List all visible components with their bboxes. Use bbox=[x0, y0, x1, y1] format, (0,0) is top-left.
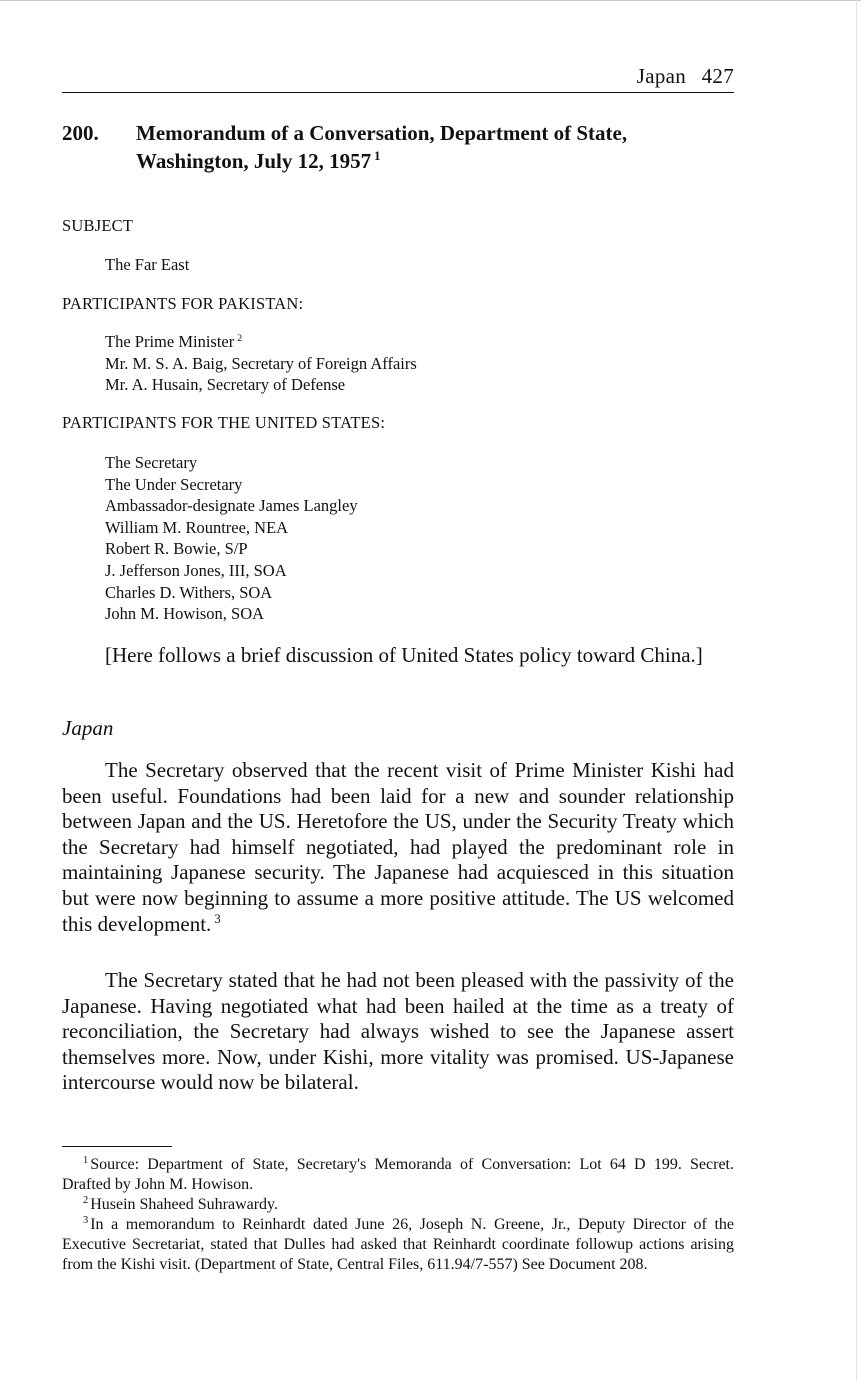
footnote-text: Husein Shaheed Suhrawardy. bbox=[90, 1196, 279, 1213]
paragraph-2-text: The Secretary stated that he had not been pleased with the passivity of the Japanese. Having negotiated what had been hailed at the time as a treaty of reconciliation, the Secretary had always wished to see the Japanese assert themselves more. Now, under Kishi, more vitality was promised. US-Japanese intercourse would now be bilateral. bbox=[62, 968, 734, 1095]
page-top-edge bbox=[0, 0, 861, 5]
running-header bbox=[62, 62, 734, 93]
footnote-ref-2: 2 bbox=[237, 332, 243, 344]
participant-item bbox=[105, 331, 417, 353]
section-heading-japan: Japan bbox=[62, 716, 114, 740]
participant-item: J. Jefferson Jones, III, SOA bbox=[105, 560, 287, 580]
document-title-text: Memorandum of a Conversation, Department of State, Washington, July 12, 1957 bbox=[136, 121, 628, 173]
subject-value: The Far East bbox=[105, 255, 190, 274]
page-right-edge bbox=[856, 0, 857, 1380]
participant-item: Mr. M. S. A. Baig, Secretary of Foreign Affairs bbox=[105, 353, 417, 373]
pakistan-participants-list bbox=[105, 331, 417, 396]
participant-item: Ambassador-designate James Langley bbox=[105, 496, 358, 516]
document-title bbox=[136, 119, 734, 175]
paragraph-1 bbox=[62, 758, 734, 937]
body-paragraph-2 bbox=[62, 968, 734, 1096]
footnotes bbox=[62, 1155, 734, 1275]
footnote-mark: 1 bbox=[83, 1154, 89, 1166]
participant-name: The Prime Minister bbox=[105, 332, 235, 351]
body-paragraph-1 bbox=[62, 758, 734, 937]
subject-label: SUBJECT bbox=[62, 216, 134, 235]
participant-item: William M. Rountree, NEA bbox=[105, 517, 289, 537]
participant-item: Charles D. Withers, SOA bbox=[105, 582, 273, 602]
participant-item: The Under Secretary bbox=[105, 474, 243, 494]
footnote-text: In a memorandum to Reinhardt dated June 26, Joseph N. Greene, Jr., Deputy Director of the Executive Secretariat, stated that Dulles had asked that Reinhardt coordinate followup actions arising from the Kishi visit. (Department of State, Central Files, 611.94/7-557) See Document 208. bbox=[62, 1216, 734, 1273]
document-number: 200. bbox=[62, 121, 99, 145]
footnote-3 bbox=[62, 1215, 734, 1275]
pakistan-participants-label: PARTICIPANTS FOR PAKISTAN: bbox=[62, 294, 304, 313]
participant-item: Mr. A. Husain, Secretary of Defense bbox=[105, 375, 346, 395]
footnote-text: Source: Department of State, Secretary's Memoranda of Conversation: Lot 64 D 199. Secret. Drafted by John M. Howison. bbox=[62, 1156, 734, 1193]
participant-item: John M. Howison, SOA bbox=[105, 604, 265, 624]
footnote-mark: 2 bbox=[83, 1194, 89, 1206]
editorial-note bbox=[62, 643, 734, 669]
participant-item: Robert R. Bowie, S/P bbox=[105, 539, 248, 559]
us-participants-label: PARTICIPANTS FOR THE UNITED STATES: bbox=[62, 413, 386, 432]
footnote-mark: 3 bbox=[83, 1214, 89, 1226]
footnote-1 bbox=[62, 1155, 734, 1195]
us-participants-list bbox=[105, 452, 358, 625]
footnote-separator bbox=[62, 1146, 172, 1147]
editorial-note-text: [Here follows a brief discussion of United States policy toward China.] bbox=[105, 643, 703, 667]
footnote-2 bbox=[62, 1195, 734, 1215]
paragraph-1-text: The Secretary observed that the recent visit of Prime Minister Kishi had been useful. Foundations had been laid for a new and sounder relationship between Japan and the US. Heretofore the US, under the Security Treaty which the Secretary had himself negotiated, had played the predominant role in maintaining Japanese security. The Japanese had acquiesced in this situation but were now beginning to assume a more positive attitude. The US welcomed this development. bbox=[62, 758, 734, 936]
footnote-ref-1: 1 bbox=[374, 149, 381, 163]
footnote-ref-3: 3 bbox=[214, 911, 221, 926]
participant-item: The Secretary bbox=[105, 453, 198, 472]
document-title-block bbox=[62, 119, 734, 175]
running-head-text: Japan 427 bbox=[636, 64, 734, 88]
